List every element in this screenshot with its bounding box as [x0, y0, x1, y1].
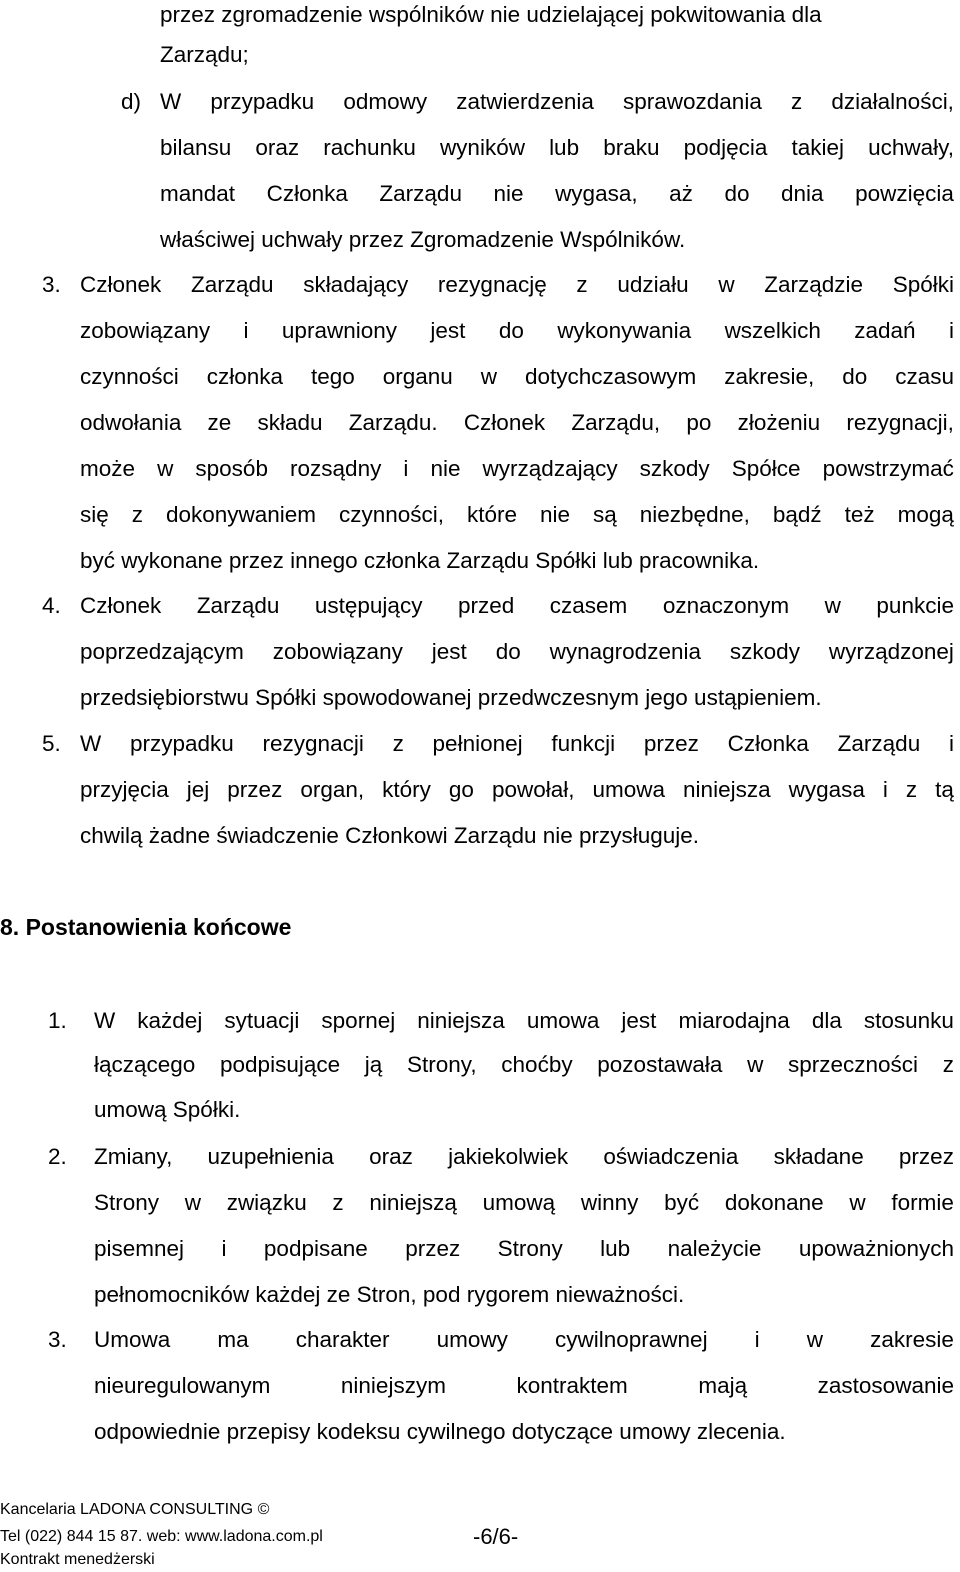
word: oraz: [255, 135, 300, 160]
word: braku: [603, 135, 660, 160]
word: Członek: [463, 410, 546, 435]
word: upoważnionych: [798, 1236, 954, 1261]
word: jej: [186, 777, 210, 802]
word: ustępujący: [314, 593, 423, 618]
word: niniejsza: [417, 1008, 505, 1033]
word: składu: [257, 410, 323, 435]
word: przez: [898, 1144, 954, 1169]
word: nie: [493, 181, 524, 206]
paragraph-line: [80, 729, 954, 759]
word: składane: [773, 1144, 864, 1169]
word: który: [382, 777, 431, 802]
word: go: [448, 777, 474, 802]
word: punkcie: [876, 593, 954, 618]
word: jest: [621, 1008, 657, 1033]
word: Członek: [80, 272, 162, 297]
paragraph-line: [94, 1371, 954, 1401]
word: W: [80, 731, 102, 756]
word: Zarządu: [379, 181, 462, 206]
page-number: -6/6-: [473, 1524, 519, 1549]
word: w: [806, 1327, 824, 1352]
word: rachunku: [323, 135, 416, 160]
word: Członka: [266, 181, 348, 206]
word: i: [243, 318, 249, 343]
word: odmowy: [343, 89, 428, 114]
word: i: [949, 318, 954, 343]
word: przed: [457, 593, 515, 618]
word: cywilnoprawnej: [555, 1327, 708, 1352]
word: odwołania: [80, 410, 182, 435]
paragraph-line: [80, 362, 954, 392]
word: w: [157, 456, 174, 481]
word: uprawniony: [281, 318, 397, 343]
word: wyników: [439, 135, 525, 160]
word: w: [480, 364, 498, 389]
section-heading: 8. Postanowienia końcowe: [0, 914, 292, 940]
word: przez: [227, 777, 283, 802]
word: tą: [935, 777, 954, 802]
word: Spółki: [892, 272, 954, 297]
word: członka: [206, 364, 284, 389]
paragraph-line: [80, 775, 954, 805]
word: Zarządu: [190, 272, 274, 297]
item-label: 4.: [42, 593, 61, 618]
paragraph-line: [160, 179, 954, 209]
word: zastosowanie: [817, 1373, 954, 1398]
word: sposób: [195, 456, 268, 481]
word: dokonywaniem: [165, 502, 317, 527]
word: uzupełnienia: [207, 1144, 334, 1169]
word: podjęcia: [683, 135, 768, 160]
word: Zarządu: [837, 731, 921, 756]
word: Spółce: [731, 456, 801, 481]
word: wszelkich: [724, 318, 821, 343]
word: i: [948, 731, 954, 756]
word: Członek: [80, 593, 162, 618]
word: i: [882, 777, 888, 802]
word: niniejszą: [369, 1190, 457, 1215]
paragraph-line: [80, 500, 954, 530]
word: pozostawała: [597, 1052, 723, 1077]
word: lub: [549, 135, 580, 160]
item-label: 3.: [48, 1327, 67, 1352]
paragraph-line: [160, 133, 954, 163]
word: umową: [482, 1190, 556, 1215]
word: dokonane: [724, 1190, 824, 1215]
paragraph-line: [94, 1050, 954, 1080]
word: uchwały,: [868, 135, 954, 160]
word: rezygnację: [437, 272, 547, 297]
word: z: [332, 1190, 344, 1215]
paragraph-line: [94, 1234, 954, 1264]
word: sprzeczności: [788, 1052, 919, 1077]
footer-document-title: Kontrakt menedżerski: [0, 1551, 155, 1568]
word: przypadku: [210, 89, 315, 114]
word: lub: [600, 1236, 631, 1261]
word: nieuregulowanym: [94, 1373, 271, 1398]
word: poprzedzającym: [80, 639, 244, 664]
word: wyrządzający: [482, 456, 618, 481]
word: szkody: [639, 456, 710, 481]
paragraph-line: właściwej uchwały przez Zgromadzenie Wspólników.: [160, 227, 686, 252]
word: rezygnacji: [262, 731, 364, 756]
word: organu: [382, 364, 453, 389]
word: umowa: [526, 1008, 600, 1033]
word: Umowa: [94, 1327, 171, 1352]
word: z: [942, 1052, 954, 1077]
word: wygasa: [788, 777, 865, 802]
word: Zarządu.: [348, 410, 438, 435]
word: winny: [580, 1190, 639, 1215]
word: umowa: [592, 777, 666, 802]
item-label: d): [121, 89, 142, 114]
word: też: [844, 502, 875, 527]
word: wygasa,: [555, 181, 638, 206]
word: czynności: [80, 364, 179, 389]
word: stosunku: [863, 1008, 954, 1033]
word: w: [747, 1052, 764, 1077]
word: zadań: [854, 318, 916, 343]
paragraph-line: umową Spółki.: [94, 1097, 241, 1122]
word: po: [686, 410, 712, 435]
word: dnia: [781, 181, 824, 206]
word: z: [131, 502, 143, 527]
word: aż: [669, 181, 693, 206]
word: niezbędne,: [639, 502, 750, 527]
paragraph-line: [94, 1188, 954, 1218]
word: W: [160, 89, 182, 114]
paragraph-line: odpowiednie przepisy kodeksu cywilnego dotyczące umowy zlecenia.: [94, 1419, 786, 1444]
word: są: [593, 502, 617, 527]
word: bądź: [772, 502, 822, 527]
word: podpisane: [263, 1236, 368, 1261]
word: pełnionej: [432, 731, 523, 756]
word: w: [849, 1190, 866, 1215]
word: udziału: [617, 272, 689, 297]
word: z: [790, 89, 803, 114]
word: Zmiany,: [94, 1144, 173, 1169]
item-label: 1.: [48, 1008, 67, 1033]
word: jest: [431, 639, 467, 664]
word: bilansu: [160, 135, 232, 160]
continuation-line: Zarządu;: [160, 42, 249, 67]
word: i: [221, 1236, 227, 1261]
word: funkcji: [551, 731, 616, 756]
word: takiej: [791, 135, 845, 160]
word: zobowiązany: [80, 318, 211, 343]
word: sytuacji: [224, 1008, 300, 1033]
word: organ,: [300, 777, 365, 802]
word: dotychczasowym: [524, 364, 697, 389]
word: z: [905, 777, 918, 802]
word: czasem: [549, 593, 628, 618]
item-label: 5.: [42, 731, 61, 756]
word: pisemnej: [94, 1236, 185, 1261]
word: zakresie: [870, 1327, 954, 1352]
word: do: [724, 181, 750, 206]
word: w: [718, 272, 735, 297]
paragraph-line: [80, 591, 954, 621]
word: oznaczonym: [662, 593, 790, 618]
word: do: [498, 318, 524, 343]
word: nie: [540, 502, 571, 527]
word: czasu: [895, 364, 954, 389]
word: wykonywania: [557, 318, 692, 343]
word: choćby: [501, 1052, 573, 1077]
word: dla: [811, 1008, 842, 1033]
word: z: [392, 731, 404, 756]
word: należycie: [667, 1236, 762, 1261]
word: zakresie,: [724, 364, 815, 389]
word: wyrządzonej: [828, 639, 954, 664]
word: zobowiązany: [272, 639, 403, 664]
word: zatwierdzenia: [456, 89, 594, 114]
word: sprawozdania: [623, 89, 762, 114]
word: Strony,: [407, 1052, 477, 1077]
word: rozsądny: [290, 456, 382, 481]
word: Strony: [94, 1190, 160, 1215]
word: mandat: [160, 181, 236, 206]
word: formie: [891, 1190, 954, 1215]
word: tego: [311, 364, 355, 389]
word: może: [80, 456, 136, 481]
word: składający: [303, 272, 409, 297]
paragraph-line: [94, 1006, 954, 1036]
paragraph-line: [160, 87, 954, 117]
word: Strony: [497, 1236, 563, 1261]
word: być: [664, 1190, 700, 1215]
word: działalności,: [831, 89, 954, 114]
paragraph-line: [80, 316, 954, 346]
paragraph-line: [80, 408, 954, 438]
word: czynności,: [339, 502, 445, 527]
word: przypadku: [129, 731, 234, 756]
word: wynagrodzenia: [549, 639, 701, 664]
word: złożeniu: [737, 410, 821, 435]
paragraph-line: [80, 454, 954, 484]
word: oraz: [369, 1144, 413, 1169]
word: Zarządu,: [571, 410, 661, 435]
word: związku: [226, 1190, 307, 1215]
word: każdej: [137, 1008, 203, 1033]
paragraph-line: [80, 637, 954, 667]
word: miarodajna: [678, 1008, 790, 1033]
word: mają: [698, 1373, 748, 1398]
word: się: [80, 502, 109, 527]
word: mogą: [897, 502, 954, 527]
word: nie: [430, 456, 461, 481]
paragraph-line: [80, 270, 954, 300]
word: W: [94, 1008, 116, 1033]
footer-company: Kancelaria LADONA CONSULTING ©: [0, 1501, 270, 1518]
word: Zarządzie: [764, 272, 864, 297]
paragraph-line: być wykonane przez innego członka Zarządu Spółki lub pracownika.: [80, 548, 760, 573]
paragraph-line: chwilą żadne świadczenie Członkowi Zarządu nie przysługuje.: [80, 823, 700, 848]
word: łączącego: [94, 1052, 196, 1077]
word: Członka: [727, 731, 809, 756]
word: umowy: [436, 1327, 508, 1352]
word: które: [467, 502, 518, 527]
word: i: [754, 1327, 760, 1352]
word: w: [184, 1190, 201, 1215]
word: spornej: [321, 1008, 396, 1033]
word: Zarządu: [196, 593, 280, 618]
word: powołał,: [491, 777, 575, 802]
word: oświadczenia: [603, 1144, 739, 1169]
word: charakter: [295, 1327, 390, 1352]
paragraph-line: pełnomocników każdej ze Stron, pod rygorem nieważności.: [94, 1282, 685, 1307]
paragraph-line: [94, 1142, 954, 1172]
word: przyjęcia: [80, 777, 169, 802]
word: kontraktem: [516, 1373, 628, 1398]
word: z: [576, 272, 588, 297]
word: w: [824, 593, 841, 618]
paragraph-line: [94, 1325, 954, 1355]
word: rezygnacji,: [846, 410, 954, 435]
item-label: 2.: [48, 1144, 67, 1169]
word: powzięcia: [855, 181, 954, 206]
word: do: [842, 364, 868, 389]
paragraph-line: przedsiębiorstwu Spółki spowodowanej przedwczesnym jego ustąpieniem.: [80, 685, 822, 710]
word: ze: [207, 410, 232, 435]
word: przez: [643, 731, 699, 756]
word: niniejsza: [683, 777, 771, 802]
word: jakiekolwiek: [448, 1144, 569, 1169]
continuation-line: przez zgromadzenie wspólników nie udzielającej pokwitowania dla: [160, 2, 822, 27]
word: niniejszym: [340, 1373, 446, 1398]
word: i: [403, 456, 409, 481]
word: powstrzymać: [822, 456, 954, 481]
item-label: 3.: [42, 272, 61, 297]
word: do: [495, 639, 521, 664]
word: przez: [405, 1236, 461, 1261]
word: ją: [364, 1052, 383, 1077]
footer-contact: Tel (022) 844 15 87. web: www.ladona.com.pl: [0, 1528, 323, 1545]
word: ma: [217, 1327, 249, 1352]
word: szkody: [729, 639, 800, 664]
word: podpisujące: [220, 1052, 341, 1077]
word: jest: [430, 318, 466, 343]
